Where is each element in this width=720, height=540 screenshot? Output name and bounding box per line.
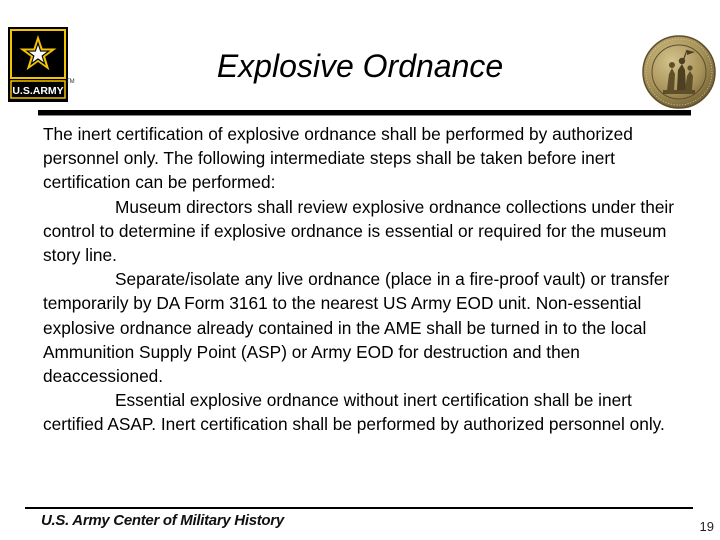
page-number: 19 xyxy=(699,519,714,534)
cmh-seal xyxy=(641,34,717,110)
body-paragraph-review: Museum directors shall review explosive ordnance collections under their control to determine if explosive ordnance is essential or required for the museum story line. xyxy=(43,196,675,266)
body-content xyxy=(43,122,691,437)
slide-title: Explosive Ordnance xyxy=(216,48,504,84)
us-army-logo xyxy=(8,27,75,102)
body-paragraph-essential: Essential explosive ordnance without inert certification shall be inert certified ASAP. Inert certification shall be performed by authorized personnel only. xyxy=(43,390,665,435)
footer-brand: U.S. Army Center of Military History xyxy=(41,512,284,529)
army-star-icon xyxy=(8,27,68,102)
trademark-mark: TM xyxy=(66,79,75,85)
body-paragraph-separate: Separate/isolate any live ordnance (place in a fire-proof vault) or transfer temporarily by DA Form 3161 to the nearest US Army EOD unit. Non-essential explosive ordnance already contained in the AME shall be turned in to the local Ammunition Supply Point (ASP) or Army EOD for destruction and then deaccessioned. xyxy=(43,269,670,387)
header-divider-shadow xyxy=(38,115,691,116)
seal-icon xyxy=(641,34,717,110)
logo-wordmark: U.S.ARMY xyxy=(12,85,64,97)
body-paragraph-intro: The inert certification of explosive ordnance shall be performed by authorized personnel only. The following intermediate steps shall be taken before inert certification can be performed: xyxy=(43,124,633,193)
footer-divider xyxy=(25,507,693,509)
